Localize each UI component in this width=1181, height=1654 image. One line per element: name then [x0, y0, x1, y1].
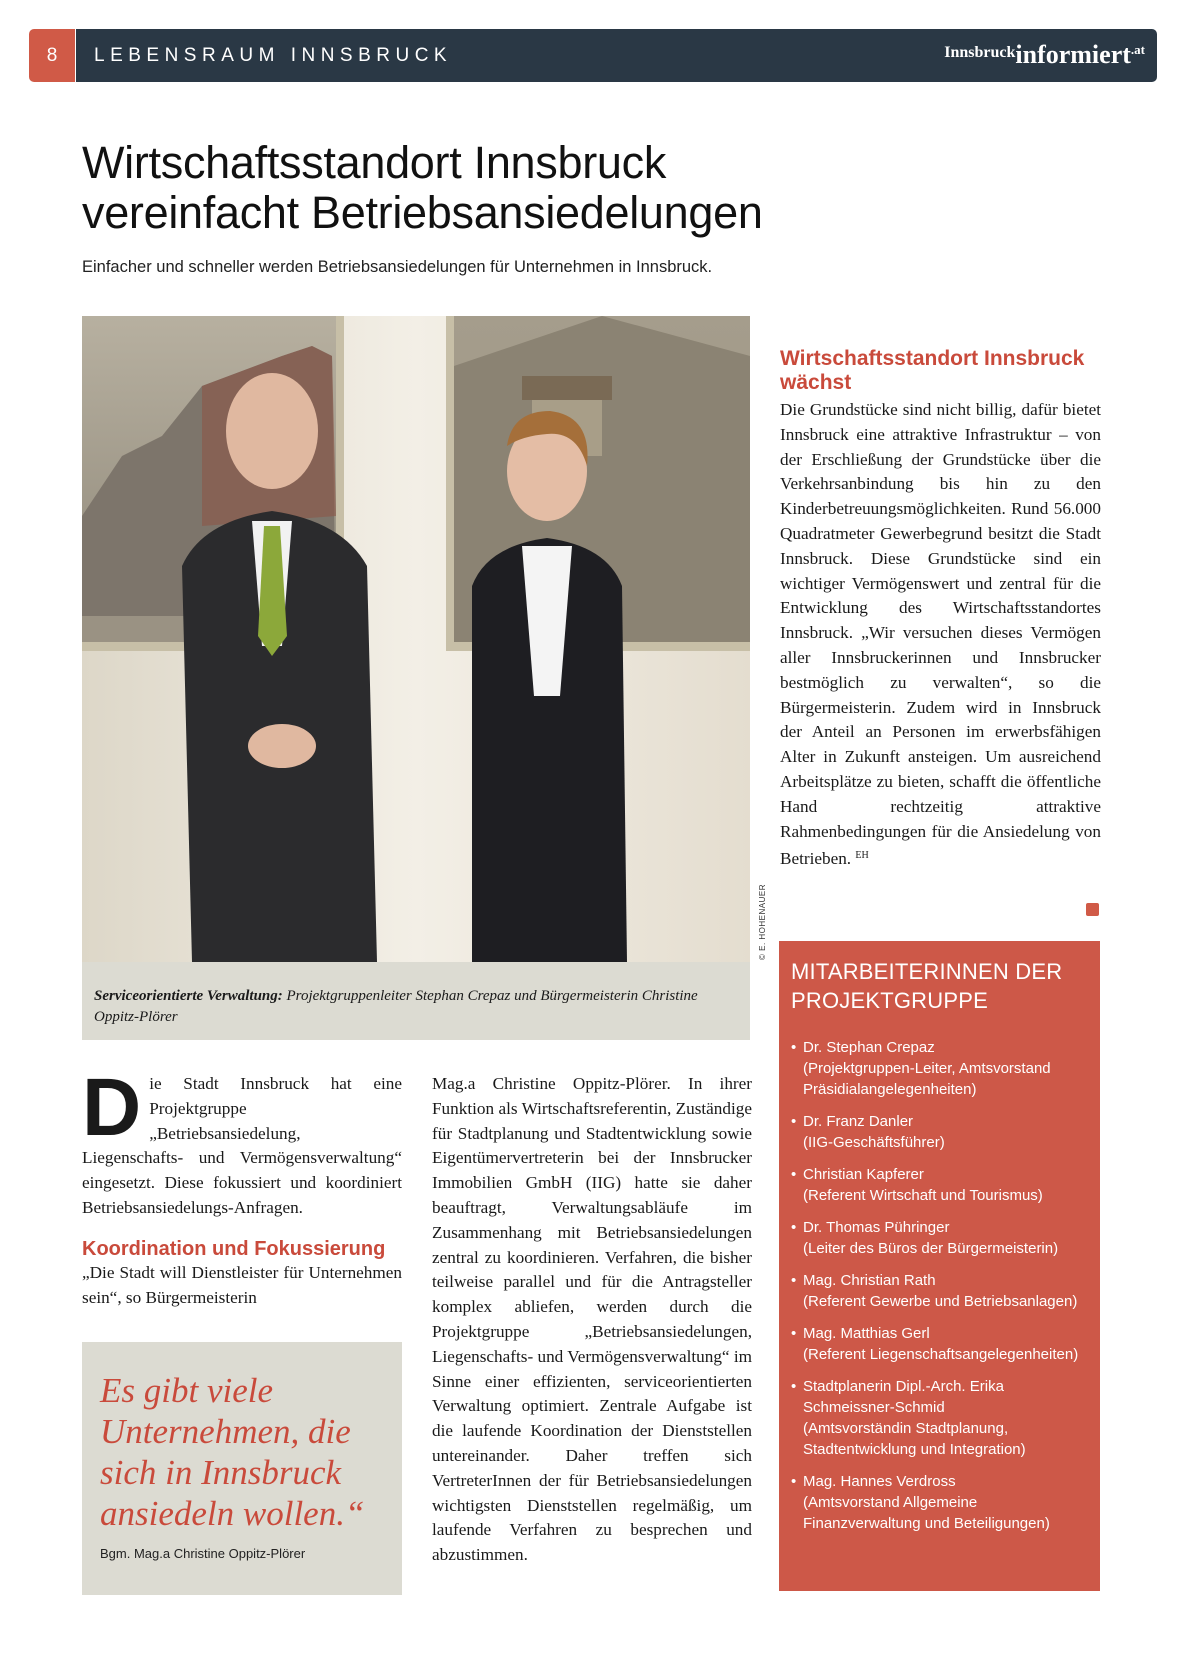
section1-paragraph-start: „Die Stadt will Dienstleister für Unternehmen sein“, so Bürgermeisterin: [82, 1262, 402, 1307]
photo-credit-text: © E. HOHENAUER: [758, 883, 767, 960]
member-name: Dr. Franz Danler: [803, 1113, 914, 1130]
member-name: Christian Kapferer: [803, 1166, 924, 1183]
headline-line-1: Wirtschaftsstandort Innsbruck: [82, 137, 667, 188]
member-role: (Referent Gewerbe und Betriebsanlagen): [803, 1293, 1078, 1310]
section-title: LEBENSRAUM INNSBRUCK: [94, 45, 453, 66]
member-name: Mag. Christian Rath: [803, 1272, 936, 1289]
section-heading-waechst: Wirtschaftsstandort Innsbruck wächst: [780, 347, 1085, 394]
team-member: [791, 1270, 1088, 1312]
pull-quote: [82, 1342, 402, 1595]
member-name: Stadtplanerin Dipl.-Arch. Erika Schmeissner-Schmid: [803, 1378, 1004, 1416]
member-role: (Referent Wirtschaft und Tourismus): [803, 1187, 1043, 1204]
section1-paragraph-cont: Mag.a Christine Oppitz-Plörer. In ihrer Funktion als Wirtschaftsreferentin, Zuständige für Stadtplanung und Stadtentwicklung sowie Eigentümervertreterin bei der Innsbrucker Immobilien GmbH (IIG) hatte sie daher beauftragt, Verwaltungsabläufe im Zusammenhang mit Betriebsansiedelungen zentral zu koordinieren. Verfahren, die bisher teilweise parallel und für die Antragsteller komplex abliefen, werden durch die Projektgruppe „Betriebsansiedelungen, Liegenschafts- und Vermögensverwaltung“ im Sinne einer effizienten, serviceorientierten Verwaltung optimiert. Zentrale Aufgabe ist die laufende Koordination der Dienststellen untereinander. Daher treffen sich VertreterInnen der für Betriebsansiedelungen wichtigsten Dienststellen regelmäßig, um laufende Verfahren zu besprechen und abzustimmen.: [432, 1074, 752, 1565]
article-column-2: [432, 1072, 752, 1568]
team-member: [791, 1111, 1088, 1153]
member-name: Mag. Matthias Gerl: [803, 1325, 930, 1342]
caption-text: Projektgruppenleiter Stephan Crepaz und Bürgermeisterin Christine Oppitz-Plörer: [94, 988, 698, 1025]
member-name: Dr. Thomas Pühringer: [803, 1219, 950, 1236]
page-header: [29, 29, 1157, 82]
article-column-1: [82, 1062, 402, 1310]
team-member: [791, 1471, 1088, 1534]
page-number: 8: [29, 29, 75, 82]
author-initials: EH: [855, 850, 869, 862]
brand-main: informiert: [1015, 40, 1131, 69]
dropcap: D: [82, 1062, 142, 1153]
brand-suffix: .at: [1130, 42, 1145, 57]
article-photo: [82, 316, 750, 962]
brand-logo: [944, 40, 1145, 70]
team-title: MITARBEITERINNEN DER PROJEKTGRUPPE: [791, 959, 1063, 1013]
team-member: [791, 1217, 1088, 1259]
team-member: [791, 1376, 1088, 1460]
section-heading-koordination: Koordination und Fokussierung: [82, 1237, 386, 1260]
quote-author: Bgm. Mag.a Christine Oppitz-Plörer: [100, 1546, 306, 1561]
end-mark-icon: [1086, 903, 1099, 916]
member-name: Mag. Hannes Verdross: [803, 1473, 956, 1490]
page-title: [82, 138, 982, 238]
member-role: (Amtsvorständin Stadtplanung, Stadtentwicklung und Integration): [803, 1420, 1026, 1458]
subheadline: Einfacher und schneller werden Betriebsansiedelungen für Unternehmen in Innsbruck.: [82, 258, 713, 276]
quote-text: Es gibt viele Unternehmen, die sich in Innsbruck ansiedeln wollen.“: [100, 1371, 365, 1533]
member-role: (Projektgruppen-Leiter, Amtsvorstand Präsidialangelegenheiten): [803, 1060, 1051, 1098]
photo-caption: [82, 962, 750, 1040]
section2-text: Die Grundstücke sind nicht billig, dafür bietet Innsbruck eine attraktive Infrastruktur – von der Erschließung der Grundstücke über die Verkehrsanbindung bis hin zu den Kinderbetreuungsmöglichkeiten. Rund 56.000 Quadratmeter Gewerbegrund besitzt die Stadt Innsbruck. Diese Grundstücke sind ein wichtiger Vermögenswert und zentral für die Entwicklung des Wirtschaftsstandortes Innsbruck. „Wir versuchen dieses Vermögen aller Innsbruckerinnen und Innsbrucker bestmöglich zu verwalten“, so die Bürgermeisterin. Zudem wird in Innsbruck der Anteil an Personen im erwerbsfähigen Alter in Zukunft ansteigen. Um ausreichend Arbeitsplätze zu bieten, schafft die öffentliche Hand rechtzeitig attraktive Rahmenbedingungen für die Ansiedelung von Betrieben.: [780, 400, 1101, 869]
photo-credit: [752, 883, 767, 960]
intro-paragraph: [82, 1062, 402, 1221]
team-infobox: [779, 941, 1100, 1591]
photo-illustration: [82, 316, 750, 962]
member-role: (Referent Liegenschaftsangelegenheiten): [803, 1346, 1079, 1363]
team-member: [791, 1323, 1088, 1365]
member-role: (Leiter des Büros der Bürgermeisterin): [803, 1240, 1059, 1257]
intro-text: ie Stadt Innsbruck hat eine Projektgruppe „Betriebsansiedelung, Liegenschafts- und Vermögensverwaltung“ eingesetzt. Diese fokussiert und koordiniert Betriebsansiedelungs-Anfragen.: [82, 1074, 402, 1217]
team-member: [791, 1037, 1088, 1100]
team-member: [791, 1164, 1088, 1206]
article-column-3: [780, 398, 1101, 872]
caption-bold: Serviceorientierte Verwaltung:: [94, 988, 283, 1004]
member-name: Dr. Stephan Crepaz: [803, 1039, 935, 1056]
member-role: (Amtsvorstand Allgemeine Finanzverwaltung und Beteiligungen): [803, 1494, 1050, 1532]
brand-prefix: Innsbruck: [944, 44, 1016, 61]
member-role: (IIG-Geschäftsführer): [803, 1134, 945, 1151]
header-bar: [76, 29, 1157, 82]
headline-line-2: vereinfacht Betriebsansiedelungen: [82, 187, 763, 238]
